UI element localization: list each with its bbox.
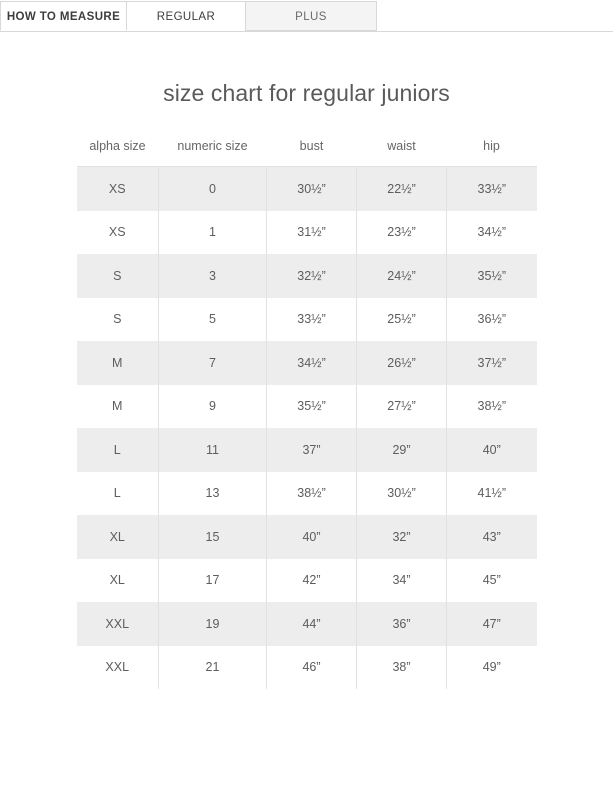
cell-bust: 40” [267,515,357,559]
table-row [77,254,537,298]
cell-hip: 37½” [447,341,537,385]
table-row [77,341,537,385]
tab-regular[interactable] [126,1,246,31]
cell-hip: 33½” [447,167,537,211]
size-chart-container [0,133,613,689]
cell-waist: 22½” [357,167,447,211]
cell-bust: 33½” [267,298,357,342]
cell-alpha-size: XS [77,167,159,211]
cell-numeric-size: 1 [159,211,267,255]
table-row [77,559,537,603]
cell-hip: 43” [447,515,537,559]
cell-hip: 49” [447,646,537,690]
cell-alpha-size: XXL [105,660,130,675]
cell-numeric-size: 19 [159,602,267,646]
cell-waist: 38” [357,646,447,690]
column-header-alpha-size: alpha size [77,133,159,167]
cell-alpha-size: S [77,254,159,298]
table-row [77,428,537,472]
cell-waist: 26½” [357,341,447,385]
tab-regular-label: REGULAR [156,11,216,23]
cell-bust: 34½” [267,341,357,385]
cell-bust: 38½” [267,472,357,516]
cell-hip: 40” [447,428,537,472]
cell-numeric-size: 7 [159,341,267,385]
cell-waist: 32” [357,515,447,559]
page-title: size chart for regular juniors [163,80,450,106]
cell-waist: 34” [357,559,447,603]
cell-bust: 44” [267,602,357,646]
table-row [77,298,537,342]
column-header-waist: waist [357,133,447,167]
tab-plus-label: PLUS [295,11,327,23]
cell-alpha-size: XL [77,515,159,559]
cell-numeric-size: 21 [159,646,267,690]
cell-numeric-size: 5 [159,298,267,342]
cell-hip: 35½” [447,254,537,298]
cell-numeric-size: 17 [159,559,267,603]
cell-bust: 35½” [267,385,357,429]
cell-bust: 46” [267,646,357,690]
cell-hip: 34½” [447,211,537,255]
cell-numeric-size: 13 [159,472,267,516]
cell-alpha-size: M [112,399,123,414]
cell-hip: 41½” [447,472,537,516]
table-body [77,167,537,690]
cell-waist: 29” [357,428,447,472]
tab-how-to-measure[interactable] [0,1,127,31]
cell-waist: 25½” [357,298,447,342]
cell-hip: 45” [447,559,537,603]
cell-hip: 38½” [447,385,537,429]
cell-bust: 32½” [267,254,357,298]
cell-waist: 27½” [357,385,447,429]
cell-numeric-size: 15 [159,515,267,559]
column-header-hip: hip [447,133,537,167]
cell-bust: 37” [267,428,357,472]
cell-bust: 30½” [267,167,357,211]
table-header [77,133,537,167]
cell-waist: 36” [357,602,447,646]
table-row [77,602,537,646]
table-row [77,167,537,211]
cell-hip: 47” [447,602,537,646]
table-row [77,385,537,429]
cell-numeric-size: 0 [159,167,267,211]
table-row [77,646,537,690]
cell-alpha-size: L [77,428,159,472]
cell-alpha-size: XL [109,573,125,588]
tab-how-to-measure-label: HOW TO MEASURE [6,11,121,23]
cell-alpha-size: L [113,486,121,501]
table-row [77,515,537,559]
size-chart-table [77,133,537,689]
table-row [77,211,537,255]
tab-bar [0,0,613,32]
tab-plus[interactable] [245,1,377,31]
cell-hip: 36½” [447,298,537,342]
cell-waist: 24½” [357,254,447,298]
cell-numeric-size: 9 [159,385,267,429]
cell-alpha-size: XXL [77,602,159,646]
cell-numeric-size: 3 [159,254,267,298]
cell-alpha-size: M [77,341,159,385]
table-header-row [77,133,537,167]
cell-alpha-size: XS [108,225,126,240]
cell-numeric-size: 11 [159,428,267,472]
cell-bust: 42” [267,559,357,603]
table-row [77,472,537,516]
cell-bust: 31½” [267,211,357,255]
column-header-bust: bust [267,133,357,167]
cell-waist: 23½” [357,211,447,255]
column-header-numeric-size: numeric size [159,133,267,167]
cell-waist: 30½” [357,472,447,516]
cell-alpha-size: S [113,312,122,327]
